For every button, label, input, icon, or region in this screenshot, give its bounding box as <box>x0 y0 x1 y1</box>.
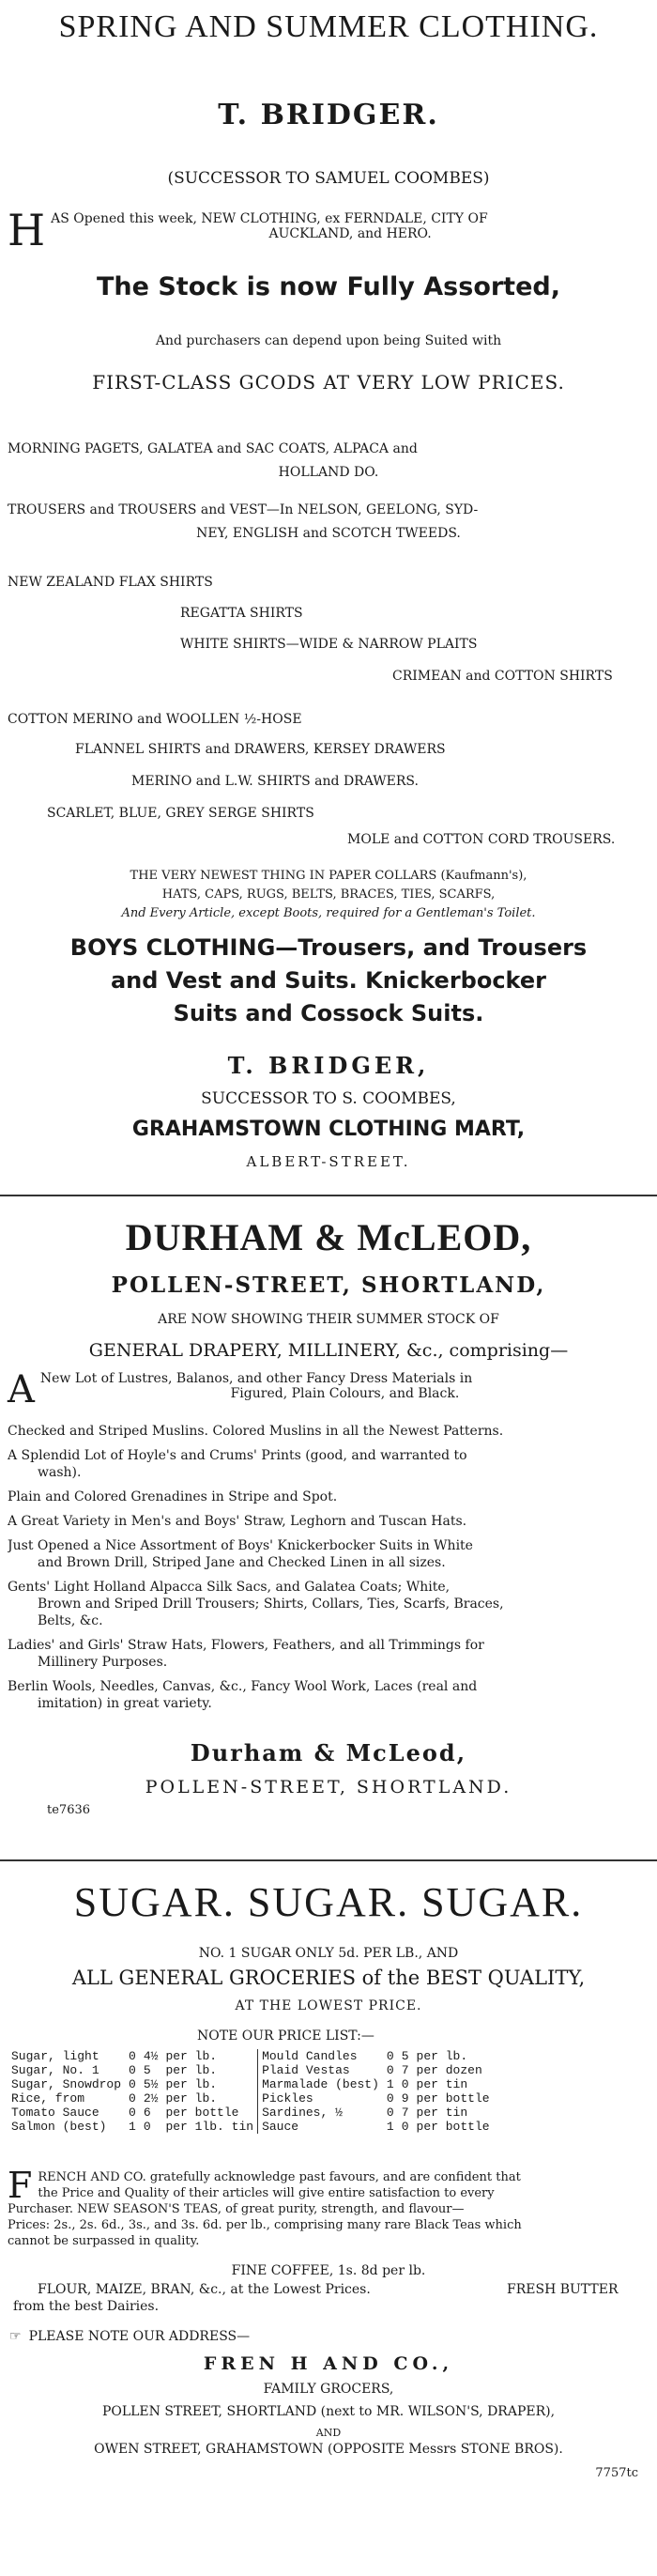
price-shillings: 0 <box>386 2091 394 2106</box>
price-unit: per tin <box>416 2077 468 2091</box>
price-shillings: 0 <box>129 2106 136 2120</box>
price-shillings: 0 <box>386 2063 394 2077</box>
bridger-advertisement <box>0 0 657 1188</box>
french-line: the Price and Quality of their articles will give entire satisfaction to every <box>38 2186 495 2200</box>
coffee-line: FINE COFFEE, 1s. 8d per lb. <box>231 2263 426 2278</box>
coats-line: MORNING PAGETS, GALATEA and SAC COATS, ALPACA and <box>8 441 418 456</box>
shirt-line: REGATTA SHIRTS <box>180 606 303 621</box>
price-row <box>8 2077 494 2091</box>
ad-title: DURHAM & McLEOD, <box>125 1216 532 1258</box>
price-row <box>8 2106 494 2120</box>
lot-line: New Lot of Lustres, Balanos, and other Fancy Dress Materials in <box>39 1371 473 1386</box>
price-pence: 5 <box>143 2063 151 2077</box>
ad-title: SUGAR. SUGAR. SUGAR. <box>73 1879 584 1925</box>
price-shillings: 1 <box>386 2077 394 2091</box>
french-line: Prices: 2s., 2s. 6d., 3s., and 3s. 6d. per lb., comprising many rare Black Teas which <box>8 2218 522 2232</box>
stock-item: Ladies' and Girls' Straw Hats, Flowers, Feathers, and all Trimmings for <box>8 1638 484 1653</box>
signature-mart: GRAHAMSTOWN CLOTHING MART, <box>131 1118 526 1141</box>
price-item: Mould Candles <box>262 2049 358 2063</box>
price-shillings: 1 <box>129 2120 136 2134</box>
lowest-price-line: AT THE LOWEST PRICE. <box>235 1998 422 2013</box>
price-item: Tomato Sauce <box>11 2106 99 2120</box>
price-shillings: 0 <box>129 2063 136 2077</box>
signature-name: T. BRIDGER, <box>227 1052 430 1079</box>
newest-line: HATS, CAPS, RUGS, BELTS, BRACES, TIES, SCARFS, <box>161 887 496 902</box>
pollen-address: POLLEN STREET, SHORTLAND (next to MR. WILSON'S, DRAPER), <box>101 2404 556 2419</box>
reference-number: te7636 <box>47 1803 91 1817</box>
drop-cap: F <box>8 2165 33 2206</box>
drop-cap: A <box>8 1368 35 1411</box>
section-divider <box>0 1859 657 1861</box>
french-and-co-advertisement <box>0 1869 657 2573</box>
price-item: Sugar, Snowdrop <box>11 2077 122 2091</box>
trousers-line: NEY, ENGLISH and SCOTCH TWEEDS. <box>196 526 461 541</box>
stock-item: and Brown Drill, Striped Jane and Checked Linen in all sizes. <box>38 1555 446 1570</box>
owen-address: OWEN STREET, GRAHAMSTOWN (OPPOSITE Messrs STONE BROS). <box>94 2442 563 2457</box>
butter-line: FRESH BUTTER <box>507 2282 619 2297</box>
firm-name: FREN H AND CO., <box>203 2353 454 2374</box>
hosiery-line: MOLE and COTTON CORD TROUSERS. <box>347 832 616 847</box>
drop-cap: H <box>8 205 46 255</box>
newest-line: And Every Article, except Boots, required for a Gentleman's Toilet. <box>121 906 536 920</box>
stock-item: Belts, &c. <box>38 1613 103 1628</box>
price-shillings: 0 <box>129 2091 136 2106</box>
price-pence: 0 <box>401 2077 409 2091</box>
price-row <box>8 2091 494 2106</box>
showing-line: ARE NOW SHOWING THEIR SUMMER STOCK OF <box>158 1312 499 1327</box>
stock-item: wash). <box>38 1465 82 1480</box>
stock-item: Gents' Light Holland Alpacca Silk Sacs, and Galatea Coats; White, <box>8 1580 451 1595</box>
price-pence: 7 <box>401 2063 409 2077</box>
price-shillings: 0 <box>386 2106 394 2120</box>
boys-clothing-line: BOYS CLOTHING—Trousers, and Trousers <box>69 934 588 961</box>
intro-line: AS Opened this week, NEW CLOTHING, ex FERNDALE, CITY OF <box>51 211 488 226</box>
price-unit: per lb. <box>416 2049 468 2063</box>
price-shillings: 0 <box>129 2077 136 2091</box>
price-shillings: 0 <box>386 2049 394 2063</box>
price-pence: 6 <box>143 2106 151 2120</box>
price-pence: 5½ <box>143 2077 159 2091</box>
stock-item: Millinery Purposes. <box>38 1655 168 1670</box>
shirt-line: NEW ZEALAND FLAX SHIRTS <box>8 575 213 590</box>
price-unit: per lb. <box>161 2091 257 2106</box>
merchant-name: T. BRIDGER. <box>218 99 439 131</box>
dairies-line: from the best Dairies. <box>13 2299 160 2314</box>
price-list-heading: NOTE OUR PRICE LIST:— <box>197 2028 374 2044</box>
coats-line: HOLLAND DO. <box>278 465 379 480</box>
price-shillings: 1 <box>386 2120 394 2134</box>
intro-line: AUCKLAND, and HERO. <box>268 226 432 241</box>
stock-item: Plain and Colored Grenadines in Stripe and Spot. <box>8 1489 338 1504</box>
price-item: Rice, from <box>11 2091 85 2106</box>
price-unit: per 1lb. tin <box>161 2120 257 2134</box>
boys-clothing-line: Suits and Cossock Suits. <box>173 1000 484 1026</box>
shirt-line: CRIMEAN and COTTON SHIRTS <box>392 669 613 684</box>
successor-line: (SUCCESSOR TO SAMUEL COOMBES) <box>167 169 490 188</box>
address-note <box>9 2329 649 2344</box>
general-heading: GENERAL DRAPERY, MILLINERY, &c., comprising— <box>88 1340 569 1361</box>
stock-item: Berlin Wools, Needles, Canvas, &c., Fancy Wool Work, Laces (real and <box>8 1679 478 1694</box>
price-unit: per lb. <box>161 2049 257 2063</box>
price-pence: 2½ <box>143 2091 159 2106</box>
price-unit: per tin <box>416 2106 468 2120</box>
trousers-line: TROUSERS and TROUSERS and VEST—In NELSON, GEELONG, SYD- <box>8 502 479 517</box>
signature-street: ALBERT-STREET. <box>246 1153 411 1170</box>
price-list-table <box>8 2049 494 2134</box>
pointing-hand-icon: ☞ <box>9 2329 22 2344</box>
first-class-heading: FIRST-CLASS GCODS AT VERY LOW PRICES. <box>92 371 565 393</box>
price-unit: per bottle <box>416 2091 490 2106</box>
price-unit: per lb. <box>161 2063 257 2077</box>
address-note-text: PLEASE NOTE OUR ADDRESS— <box>28 2329 251 2344</box>
stock-item: A Splendid Lot of Hoyle's and Crums' Prints (good, and warranted to <box>8 1448 467 1463</box>
price-unit: per dozen <box>416 2063 482 2077</box>
stock-item: imitation) in great variety. <box>38 1696 212 1711</box>
boys-clothing-line: and Vest and Suits. Knickerbocker <box>110 967 546 994</box>
price-pence: 0 <box>143 2120 151 2134</box>
stock-item: Checked and Striped Muslins. Colored Muslins in all the Newest Patterns. <box>8 1424 504 1439</box>
french-paragraph <box>8 2165 649 2249</box>
price-pence: 9 <box>401 2091 409 2106</box>
section-divider <box>0 1195 657 1196</box>
signature-successor: SUCCESSOR TO S. COOMBES, <box>201 1089 456 1108</box>
signature-name: Durham & McLeod, <box>190 1739 467 1766</box>
purchasers-line: And purchasers can depend upon being Suited with <box>155 333 502 348</box>
french-line: cannot be surpassed in quality. <box>8 2234 200 2248</box>
stock-item: Brown and Sriped Drill Trousers; Shirts, Collars, Ties, Scarfs, Braces, <box>38 1597 504 1612</box>
hosiery-line: MERINO and L.W. SHIRTS and DRAWERS. <box>131 774 419 789</box>
stock-heading: The Stock is now Fully Assorted, <box>97 272 560 301</box>
ad-title: SPRING AND SUMMER CLOTHING. <box>58 9 599 44</box>
price-item: Sardines, ½ <box>262 2106 343 2120</box>
intro-paragraph <box>8 205 649 255</box>
shirt-line: WHITE SHIRTS—WIDE & NARROW PLAITS <box>180 637 478 652</box>
price-row <box>8 2049 494 2063</box>
signature-street: POLLEN-STREET, SHORTLAND. <box>145 1777 512 1797</box>
price-item: Marmalade (best) <box>262 2077 379 2091</box>
hosiery-line: COTTON MERINO and WOOLLEN ½-HOSE <box>8 712 302 727</box>
price-pence: 0 <box>401 2120 409 2134</box>
price-pence: 7 <box>401 2106 409 2120</box>
lot-paragraph <box>8 1368 649 1411</box>
price-item: Sugar, No. 1 <box>11 2063 99 2077</box>
price-row <box>8 2063 494 2077</box>
price-item: Sauce <box>262 2120 299 2134</box>
price-item: Pickles <box>262 2091 313 2106</box>
durham-mcleod-advertisement <box>0 1202 657 1859</box>
flour-line: FLOUR, MAIZE, BRAN, &c., at the Lowest Prices. <box>38 2282 371 2297</box>
and-line: AND <box>315 2427 342 2439</box>
price-item: Sugar, light <box>11 2049 99 2063</box>
french-line: RENCH AND CO. gratefully acknowledge past favours, and are confident that <box>38 2170 521 2184</box>
newest-line: THE VERY NEWEST THING IN PAPER COLLARS (Kaufmann's), <box>130 869 527 883</box>
reference-number: 7757tc <box>595 2466 638 2480</box>
hosiery-line: SCARLET, BLUE, GREY SERGE SHIRTS <box>47 806 314 821</box>
price-pence: 4½ <box>143 2049 159 2063</box>
price-unit: per bottle <box>416 2120 490 2134</box>
all-general-heading: ALL GENERAL GROCERIES of the BEST QUALITY, <box>71 1967 586 1989</box>
price-row <box>8 2120 494 2134</box>
firm-street: POLLEN-STREET, SHORTLAND, <box>111 1273 546 1298</box>
stock-item: A Great Variety in Men's and Boys' Straw, Leghorn and Tuscan Hats. <box>8 1514 467 1529</box>
french-line: Purchaser. NEW SEASON'S TEAS, of great purity, strength, and flavour— <box>8 2202 465 2216</box>
price-item: Salmon (best) <box>11 2120 107 2134</box>
price-pence: 5 <box>401 2049 409 2063</box>
price-shillings: 0 <box>129 2049 136 2063</box>
hosiery-line: FLANNEL SHIRTS and DRAWERS, KERSEY DRAWERS <box>75 742 446 757</box>
stock-item: Just Opened a Nice Assortment of Boys' Knickerbocker Suits in White <box>8 1538 473 1553</box>
grocers-line: FAMILY GROCERS, <box>263 2382 394 2397</box>
price-unit: per bottle <box>161 2106 257 2120</box>
no1-sugar-line: NO. 1 SUGAR ONLY 5d. PER LB., AND <box>198 1946 459 1961</box>
lot-line: Figured, Plain Colours, and Black. <box>230 1386 460 1401</box>
price-unit: per lb. <box>161 2077 257 2091</box>
price-item: Plaid Vestas <box>262 2063 350 2077</box>
